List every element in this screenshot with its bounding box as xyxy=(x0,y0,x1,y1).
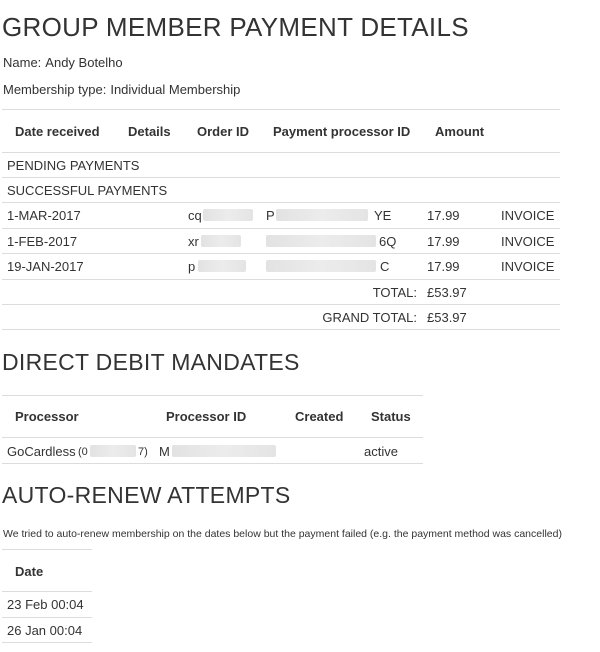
grand-total-label: GRAND TOTAL: xyxy=(322,310,417,325)
col-header-date-received: Date received xyxy=(15,124,100,139)
invoice-link[interactable]: INVOICE xyxy=(501,208,555,223)
total-label: TOTAL: xyxy=(372,285,417,300)
processor-id-end: 6Q xyxy=(379,234,397,249)
col-header-date: Date xyxy=(15,564,44,579)
divider xyxy=(2,152,560,153)
redacted-order-id xyxy=(203,209,253,221)
grand-total-value: £53.97 xyxy=(427,310,467,325)
mandates-heading: DIRECT DEBIT MANDATES xyxy=(2,349,300,375)
processor-id-end: YE xyxy=(374,208,392,223)
payment-amount: 17.99 xyxy=(427,208,460,223)
divider xyxy=(2,395,423,396)
membership-type xyxy=(3,82,244,97)
divider xyxy=(2,329,560,330)
redacted-processor-id xyxy=(266,260,376,272)
divider xyxy=(2,202,560,203)
member-name-label: Name: xyxy=(3,55,42,70)
membership-type-value: Individual Membership xyxy=(110,82,241,97)
order-id: xr xyxy=(188,234,199,249)
divider xyxy=(2,549,92,550)
col-header-processor-id: Payment processor ID xyxy=(273,124,411,139)
payment-date: 19-JAN-2017 xyxy=(7,259,84,274)
redacted-order-id xyxy=(201,235,241,247)
pending-payments-label: PENDING PAYMENTS xyxy=(7,158,140,173)
member-name xyxy=(3,55,127,70)
divider xyxy=(2,109,560,110)
divider xyxy=(2,253,560,254)
col-header-processor-id: Processor ID xyxy=(166,409,247,424)
successful-payments-label: SUCCESSFUL PAYMENTS xyxy=(7,183,168,198)
divider xyxy=(2,617,92,618)
col-header-status: Status xyxy=(371,409,411,424)
mandate-processor-id: M xyxy=(159,444,170,459)
auto-renew-heading: AUTO-RENEW ATTEMPTS xyxy=(2,482,291,508)
redacted-processor-id xyxy=(276,209,368,221)
mandate-processor: GoCardless xyxy=(7,444,76,459)
divider xyxy=(2,228,560,229)
redacted-order-id xyxy=(198,260,246,272)
col-header-order-id: Order ID xyxy=(197,124,250,139)
auto-renew-date: 26 Jan 00:04 xyxy=(7,623,83,638)
invoice-link[interactable]: INVOICE xyxy=(501,234,555,249)
divider xyxy=(2,304,560,305)
page-title: GROUP MEMBER PAYMENT DETAILS xyxy=(2,12,469,42)
mandate-status: active xyxy=(364,444,398,459)
divider xyxy=(2,642,92,643)
processor-id-start: P xyxy=(266,208,275,223)
divider xyxy=(2,463,423,464)
col-header-processor: Processor xyxy=(15,409,79,424)
auto-renew-note: We tried to auto-renew membership on the dates below but the payment failed (e.g. the payment method was cancelled) xyxy=(3,528,562,540)
total-value: £53.97 xyxy=(427,285,467,300)
membership-type-label: Membership type: xyxy=(3,82,107,97)
payment-amount: 17.99 xyxy=(427,234,460,249)
divider xyxy=(2,437,423,438)
processor-id-end: C xyxy=(380,259,390,274)
order-id: cq xyxy=(188,208,202,223)
divider xyxy=(2,591,92,592)
auto-renew-date: 23 Feb 00:04 xyxy=(7,597,84,612)
col-header-amount: Amount xyxy=(435,124,485,139)
redacted-mandate-ref xyxy=(90,445,136,457)
payment-date: 1-FEB-2017 xyxy=(7,234,78,249)
payment-amount: 17.99 xyxy=(427,259,460,274)
member-name-value: Andy Botelho xyxy=(45,55,123,70)
payment-date: 1-MAR-2017 xyxy=(7,208,81,223)
order-id: p xyxy=(188,259,196,274)
divider xyxy=(2,177,560,178)
mandate-ref-prefix: (0 xyxy=(78,446,88,458)
redacted-processor-id xyxy=(172,445,276,457)
mandate-ref-suffix: 7) xyxy=(138,446,148,458)
invoice-link[interactable]: INVOICE xyxy=(501,259,555,274)
divider xyxy=(2,279,560,280)
redacted-processor-id xyxy=(266,235,376,247)
col-header-details: Details xyxy=(128,124,171,139)
col-header-created: Created xyxy=(295,409,344,424)
